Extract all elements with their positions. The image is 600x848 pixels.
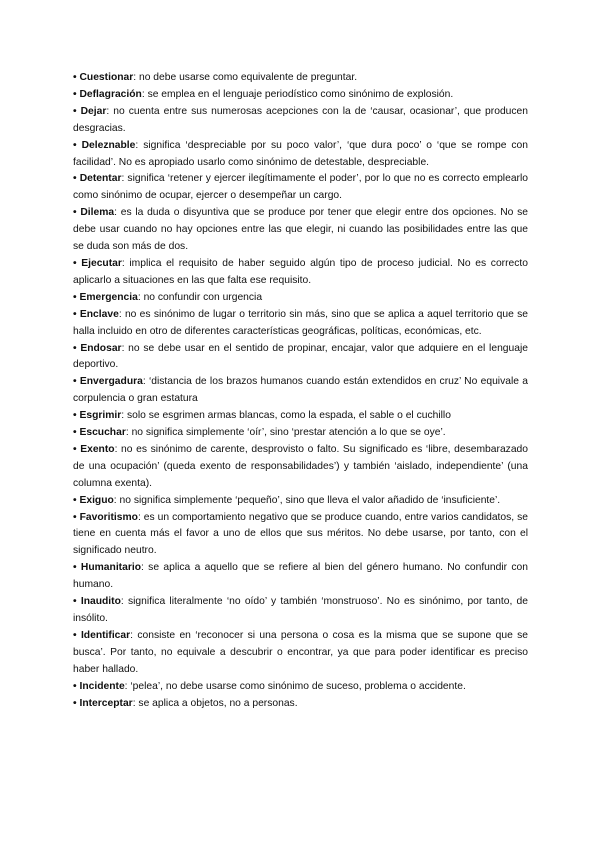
entry-term: Ejecutar <box>81 257 122 269</box>
entry-term: Dejar <box>80 105 107 117</box>
entry-definition: : no significa simplemente ‘pequeño’, sino que lleva el valor añadido de ‘insuficiente’. <box>113 494 501 506</box>
bullet-icon: • <box>73 308 80 320</box>
bullet-icon: • <box>73 494 80 506</box>
entry-term: Deleznable <box>81 139 136 151</box>
bullet-icon: • <box>73 443 81 455</box>
bullet-icon: • <box>73 562 81 574</box>
glossary-entry <box>73 425 528 442</box>
entry-definition: : no se debe usar en el sentido de propinar, encajar, valor que adquiere en el lenguaje deportivo. <box>73 342 528 371</box>
bullet-icon: • <box>73 629 81 641</box>
glossary-entry <box>73 510 528 561</box>
entry-definition: : significa ‘retener y ejercer ilegítimamente el poder’, por lo que no es correcto emplearlo como sinónimo de ocupar, ejercer o desempeñar un cargo. <box>73 173 528 202</box>
entry-definition: : consiste en ‘reconocer si una persona o cosa es la misma que se supone que se busca’. Por tanto, no equivale a descubrir o encontrar, ya que para poder identificar es preciso haber hallado. <box>73 629 528 675</box>
entry-term: Favoritismo <box>79 511 138 523</box>
entry-term: Escuchar <box>79 427 126 439</box>
glossary-entry <box>73 341 528 375</box>
entry-definition: : ‘distancia de los brazos humanos cuando están extendidos en cruz’ No equivale a corpulencia o gran estatura <box>73 376 528 405</box>
entry-definition: : se aplica a aquello que se refiere al bien del género humano. No confundir con humano. <box>73 562 528 591</box>
entry-term: Esgrimir <box>79 410 122 422</box>
bullet-icon: • <box>73 410 80 422</box>
bullet-icon: • <box>73 427 80 439</box>
glossary-entry <box>73 171 528 205</box>
entry-term: Deflagración <box>79 88 142 100</box>
bullet-icon: • <box>73 88 80 100</box>
bullet-icon: • <box>73 173 80 185</box>
bullet-icon: • <box>73 207 81 219</box>
bullet-icon: • <box>73 596 81 608</box>
glossary-entry <box>73 307 528 341</box>
entry-term: Incidente <box>79 680 125 692</box>
entry-definition: : solo se esgrimen armas blancas, como la espada, el sable o el cuchillo <box>121 410 451 422</box>
entry-definition: : no cuenta entre sus numerosas acepciones con la de ‘causar, ocasionar’, que producen desgracias. <box>73 105 528 134</box>
entry-definition: : es un comportamiento negativo que se produce cuando, entre varios candidatos, se tiene en cuenta más el favor a uno de ellos que sus méritos. No debe usarse, por tanto, con el significado neutro. <box>73 511 529 557</box>
entry-term: Endosar <box>80 342 122 354</box>
entry-definition: : es la duda o disyuntiva que se produce por tener que elegir entre dos opciones. No se debe usar cuando no hay opciones entre las que elegir, ni cuando las posibilidades entre las que se duda son más de dos. <box>73 207 528 253</box>
glossary-entry <box>73 290 528 307</box>
bullet-icon: • <box>73 376 80 388</box>
entry-definition: : significa literalmente ‘no oído’ y también ‘monstruoso’. No es sinónimo, por tanto, de insólito. <box>73 596 529 624</box>
glossary-entry <box>73 256 528 290</box>
entry-term: Cuestionar <box>79 72 134 83</box>
glossary-entry <box>73 628 528 679</box>
entry-term: Dilema <box>80 207 115 219</box>
glossary-entry <box>73 594 528 628</box>
entry-definition: : se aplica a objetos, no a personas. <box>132 697 298 709</box>
glossary-entry <box>73 138 528 172</box>
bullet-icon: • <box>73 697 80 709</box>
glossary-entry <box>73 408 528 425</box>
entry-term: Inaudito <box>80 596 121 608</box>
glossary-entry <box>73 205 528 256</box>
entry-term: Exento <box>80 443 115 455</box>
entry-term: Envergadura <box>79 376 143 388</box>
entry-term: Emergencia <box>79 291 138 303</box>
glossary-entry <box>73 560 528 594</box>
glossary-list <box>73 70 528 712</box>
entry-definition: : ‘pelea’, no debe usarse como sinónimo de suceso, problema o accidente. <box>124 680 466 692</box>
bullet-icon: • <box>73 342 81 354</box>
glossary-entry <box>73 696 528 713</box>
glossary-entry <box>73 493 528 510</box>
bullet-icon: • <box>73 257 82 269</box>
glossary-entry <box>73 104 528 138</box>
bullet-icon: • <box>73 139 82 151</box>
glossary-entry <box>73 679 528 696</box>
entry-term: Enclave <box>79 308 119 320</box>
entry-definition: : no es sinónimo de carente, desprovisto o falto. Su significado es ‘libre, desembarazado de una ocupación’ (queda exento de responsabilidades’) y también ‘aislado, independiente’ (una columna exenta). <box>73 443 528 489</box>
entry-definition: : se emplea en el lenguaje periodístico como sinónimo de explosión. <box>141 88 454 100</box>
bullet-icon: • <box>73 291 80 303</box>
glossary-entry <box>73 87 528 104</box>
bullet-icon: • <box>73 72 80 83</box>
entry-definition: : implica el requisito de haber seguido algún tipo de proceso judicial. No es correcto aplicarlo a situaciones en las que falta ese requisito. <box>73 257 529 286</box>
entry-term: Humanitario <box>80 562 141 574</box>
entry-definition: : no confundir con urgencia <box>137 291 263 303</box>
entry-definition: : no es sinónimo de lugar o territorio sin más, sino que se aplica a aquel territorio que se halla incluido en otro de diferentes características geográficas, políticas, económicas, etc. <box>73 308 529 337</box>
bullet-icon: • <box>73 680 80 692</box>
entry-term: Exiguo <box>79 494 114 506</box>
bullet-icon: • <box>73 511 80 523</box>
entry-term: Interceptar <box>79 697 133 709</box>
entry-definition: : no significa simplemente ‘oír’, sino ‘prestar atención a lo que se oye’. <box>125 427 446 439</box>
entry-term: Identificar <box>80 629 131 641</box>
glossary-entry <box>73 70 528 87</box>
glossary-entry <box>73 374 528 408</box>
entry-term: Detentar <box>79 173 122 185</box>
glossary-entry <box>73 442 528 493</box>
bullet-icon: • <box>73 105 81 117</box>
entry-definition: : significa ‘despreciable por su poco valor’, ‘que dura poco’ o ‘que se rompe con facilidad’. No es apropiado usarlo como sinónimo de detestable, despreciable. <box>73 139 529 168</box>
entry-definition: : no debe usarse como equivalente de preguntar. <box>133 72 358 83</box>
